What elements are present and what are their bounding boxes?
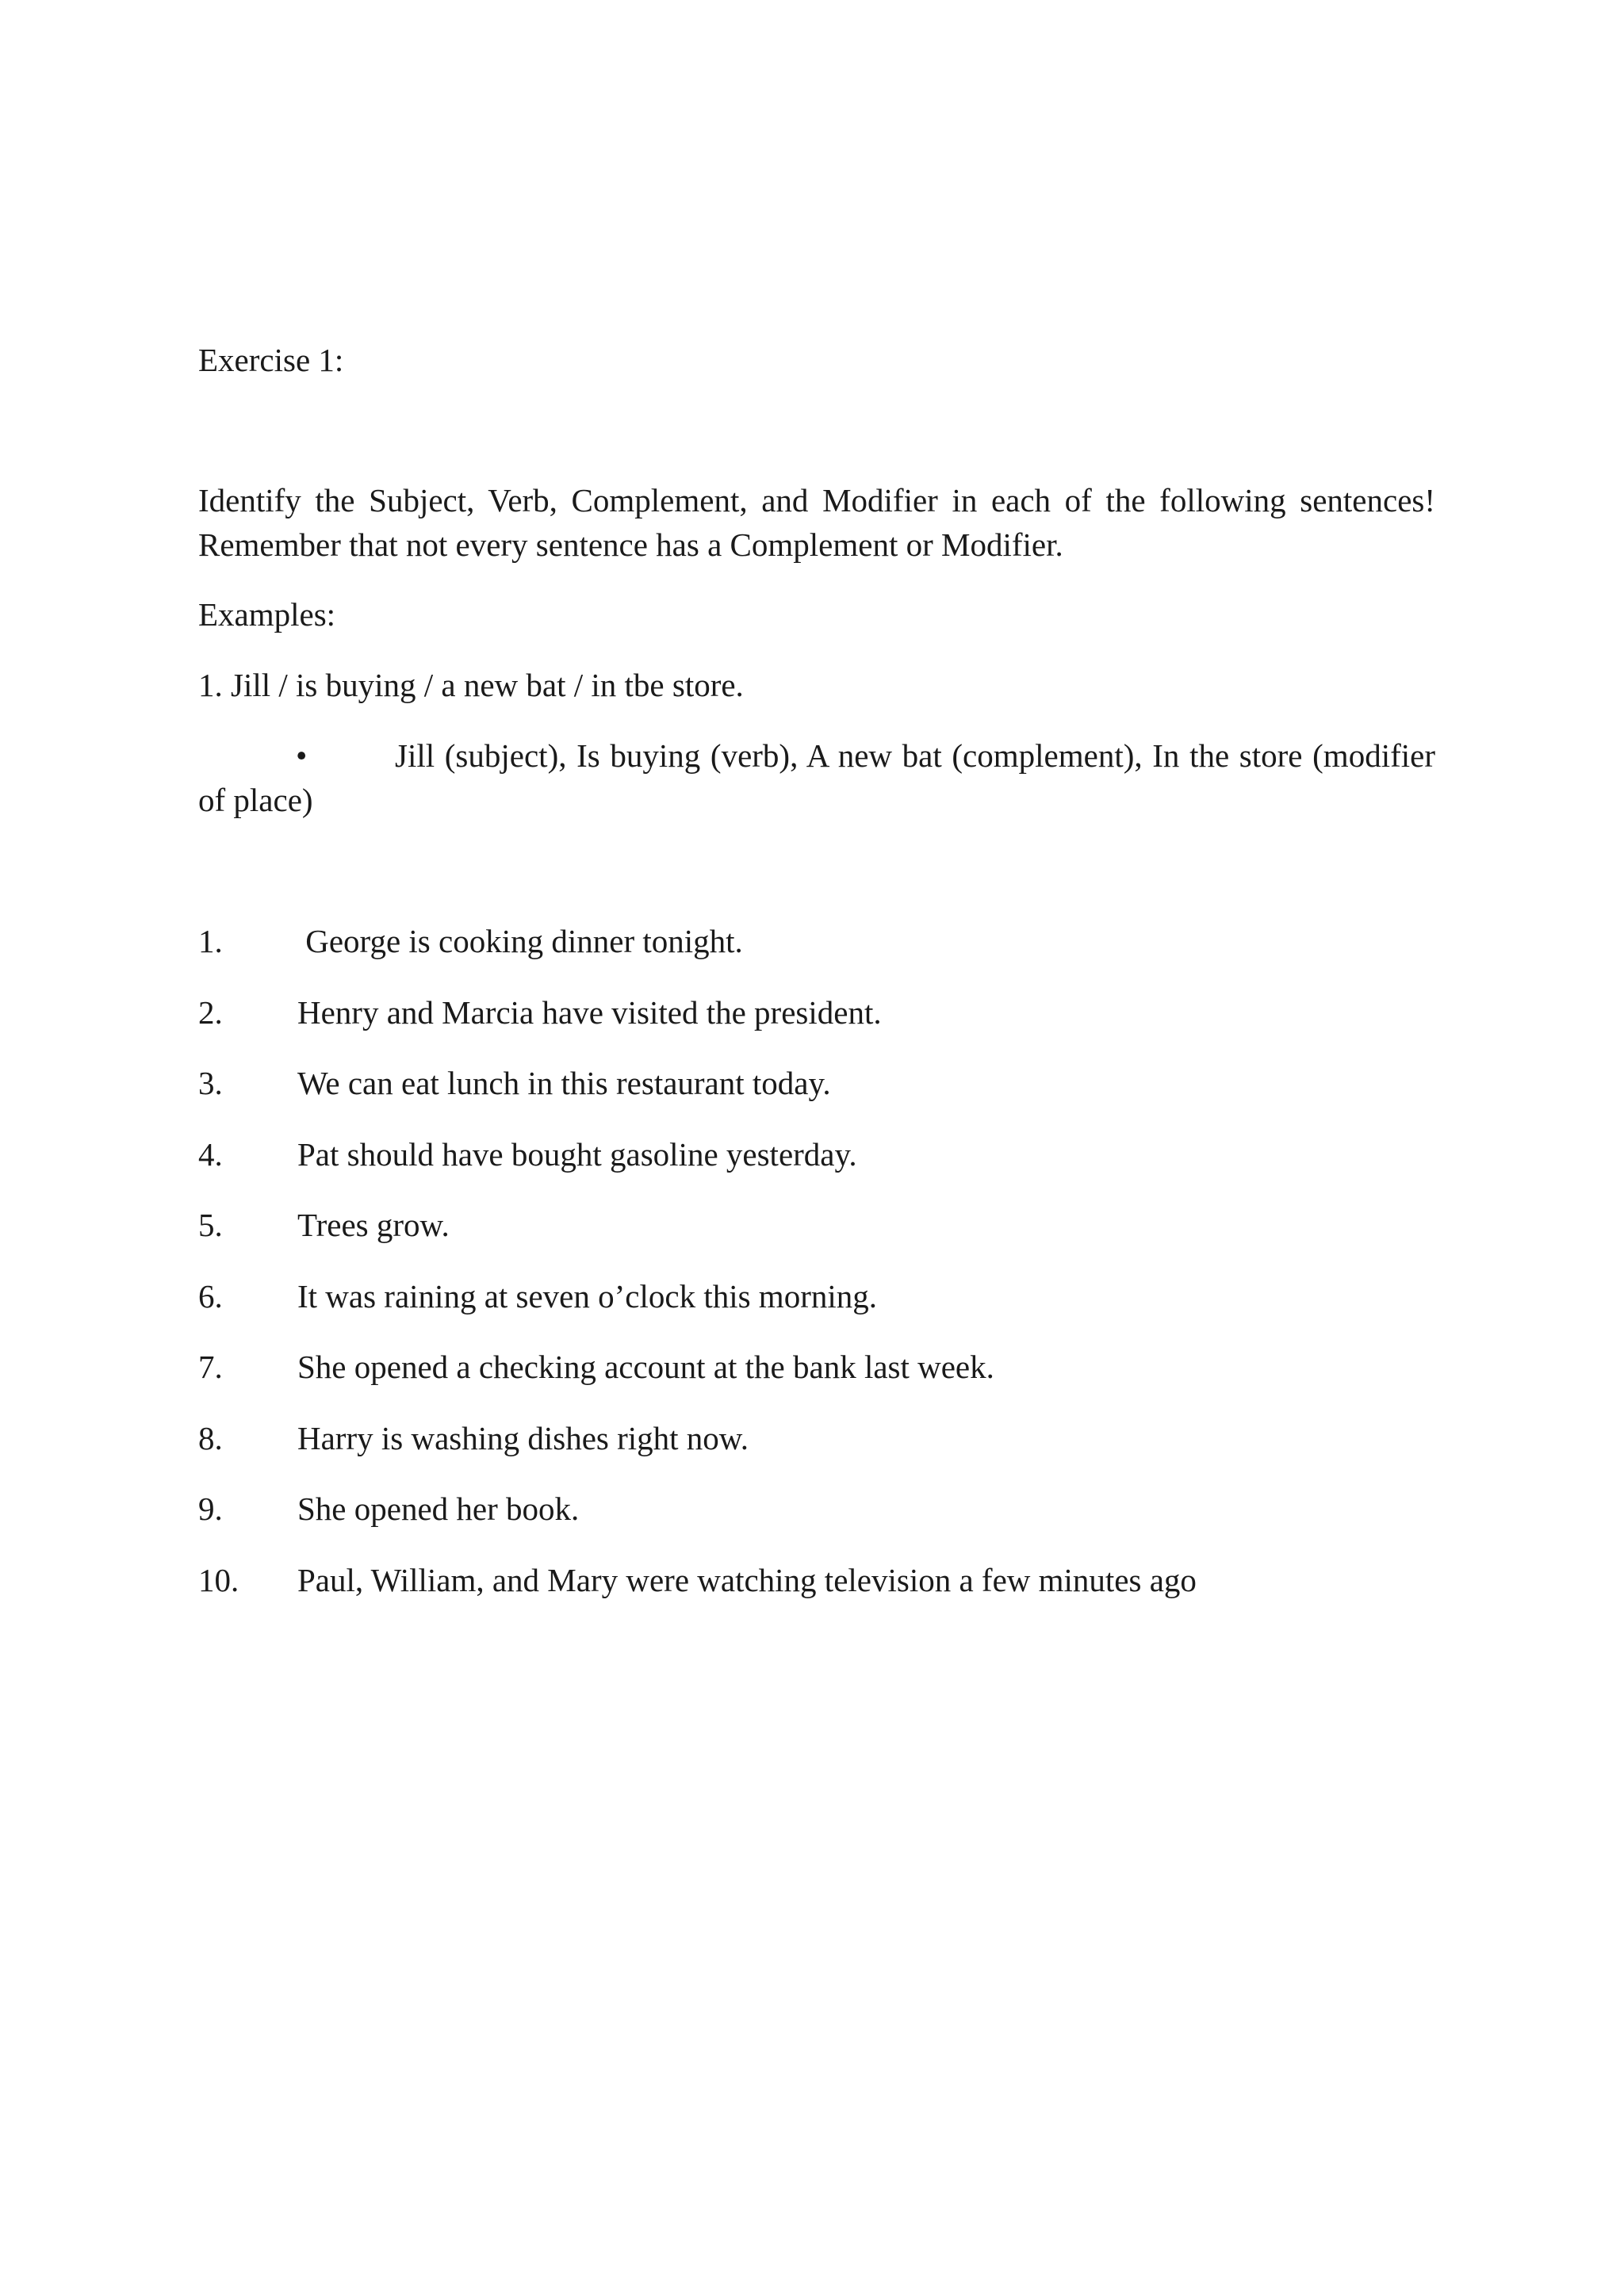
example-sentence: 1. Jill / is buying / a new bat / in tbe store.: [198, 667, 744, 703]
sentence-text: Harry is washing dishes right now.: [297, 1419, 749, 1456]
sentence-text: She opened her book.: [297, 1490, 580, 1527]
sentence-number: 3.: [198, 1065, 223, 1101]
sentence-text: We can eat lunch in this restaurant today.: [297, 1065, 831, 1101]
bullet-icon: •: [296, 737, 308, 774]
sentence-number: 2.: [198, 993, 223, 1031]
sentence-text: Paul, William, and Mary were watching television a few minutes ago: [297, 1561, 1197, 1598]
sentence-text: It was raining at seven o’clock this morning.: [297, 1277, 877, 1314]
list-item: [198, 1345, 1197, 1416]
example-answer-text: Jill (subject), Is buying (verb), A new bat (complement), In the store (modifier of place): [198, 737, 1435, 818]
sentence-number: 1.: [198, 923, 223, 959]
sentence-text: Pat should have bought gasoline yesterday.: [297, 1135, 857, 1173]
exercise-title: Exercise 1:: [198, 342, 344, 378]
sentence-number: 7.: [198, 1349, 223, 1385]
sentence-text: George is cooking dinner tonight.: [297, 923, 743, 959]
sentence-number: 9.: [198, 1490, 223, 1527]
list-item: [198, 990, 1197, 1062]
exercise-instructions: Identify the Subject, Verb, Complement, and Modifier in each of the following sentences! Remember that not every sentence has a Complement or Modifier.: [198, 482, 1435, 563]
list-item: [198, 1203, 1197, 1274]
list-item: [198, 1274, 1197, 1345]
sentence-number: 5.: [198, 1207, 223, 1243]
sentence-list: [198, 919, 1197, 1628]
list-item: [198, 1061, 1197, 1132]
sentence-number: 6.: [198, 1277, 223, 1314]
list-item: [198, 919, 1197, 990]
list-item: [198, 1132, 1197, 1203]
sentence-text: She opened a checking account at the bank last week.: [297, 1349, 994, 1385]
list-item: [198, 1487, 1197, 1558]
examples-label: Examples:: [198, 596, 336, 633]
sentence-number: 8.: [198, 1419, 223, 1456]
list-item: [198, 1416, 1197, 1487]
sentence-number: 4.: [198, 1135, 223, 1173]
list-item: [198, 1558, 1197, 1629]
example-answer: [198, 733, 1435, 822]
sentence-number: 10.: [198, 1561, 239, 1598]
sentence-text: Henry and Marcia have visited the president.: [297, 993, 882, 1031]
sentence-text: Trees grow.: [297, 1207, 450, 1243]
